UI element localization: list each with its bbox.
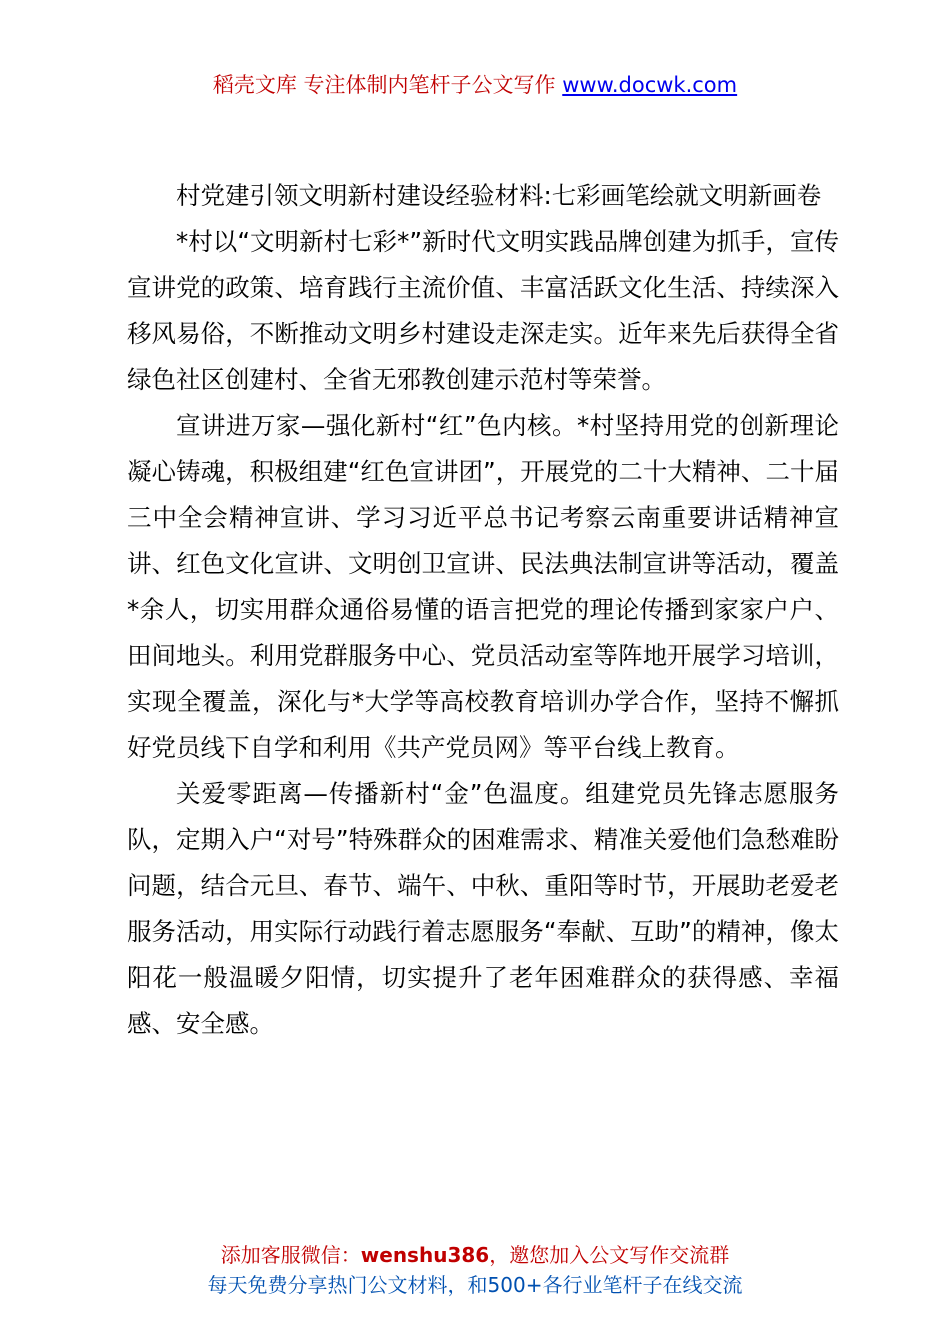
- document-title: 村党建引领文明新村建设经验材料:七彩画笔绘就文明新画卷: [176, 181, 822, 210]
- footer-wechat-id: wenshu386: [360, 1243, 490, 1267]
- paragraph-gold-warmth: 关爱零距离—传播新村“金”色温度。组建党员先锋志愿服务队，定期入户“对号”特殊群众的困难需求、精准关爱他们急愁难盼问题，结合元旦、春节、端午、中秋、重阳等时节，开展助老爱老服务活动，用实际行动践行着志愿服务“奉献、互助”的精神，像太阳花一般温暖夕阳情，切实提升了老年困难群众的获得感、幸福感、安全感。: [127, 779, 839, 1038]
- paragraph-red-core: 宣讲进万家—强化新村“红”色内核。*村坚持用党的创新理论凝心铸魂，积极组建“红色宣讲团”，开展党的二十大精神、二十届三中全会精神宣讲、学习习近平总书记考察云南重要讲话精神宣讲、红色文化宣讲、文明创卫宣讲、民法典法制宣讲等活动，覆盖*余人，切实用群众通俗易懂的语言把党的理论传播到家家户户、田间地头。利用党群服务中心、党员活动室等阵地开展学习培训，实现全覆盖，深化与*大学等高校教育培训办学合作，坚持不懈抓好党员线下自学和利用《共产党员网》等平台线上教育。: [127, 411, 839, 762]
- site-name: 稻壳文库 专注体制内笔杆子公文写作: [212, 73, 556, 97]
- document-body: [127, 173, 839, 1047]
- footer-contact-line: [0, 1240, 950, 1270]
- footer-contact-suffix: ，邀您加入公文写作交流群: [489, 1243, 730, 1267]
- site-url-link[interactable]: www.docwk.com: [562, 73, 738, 97]
- paragraph-intro: *村以“文明新村七彩*”新时代文明实践品牌创建为抓手，宣传宣讲党的政策、培育践行主流价值、丰富活跃文化生活、持续深入移风易俗，不断推动文明乡村建设走深走实。近年来先后获得全省绿色社区创建村、全省无邪教创建示范村等荣誉。: [127, 227, 839, 394]
- footer-contact-prefix: 添加客服微信：: [220, 1243, 361, 1267]
- footer-promo-line: 每天免费分享热门公文材料，和500+各行业笔杆子在线交流: [207, 1273, 743, 1297]
- page-header: [0, 70, 950, 100]
- page-footer: [0, 1240, 950, 1300]
